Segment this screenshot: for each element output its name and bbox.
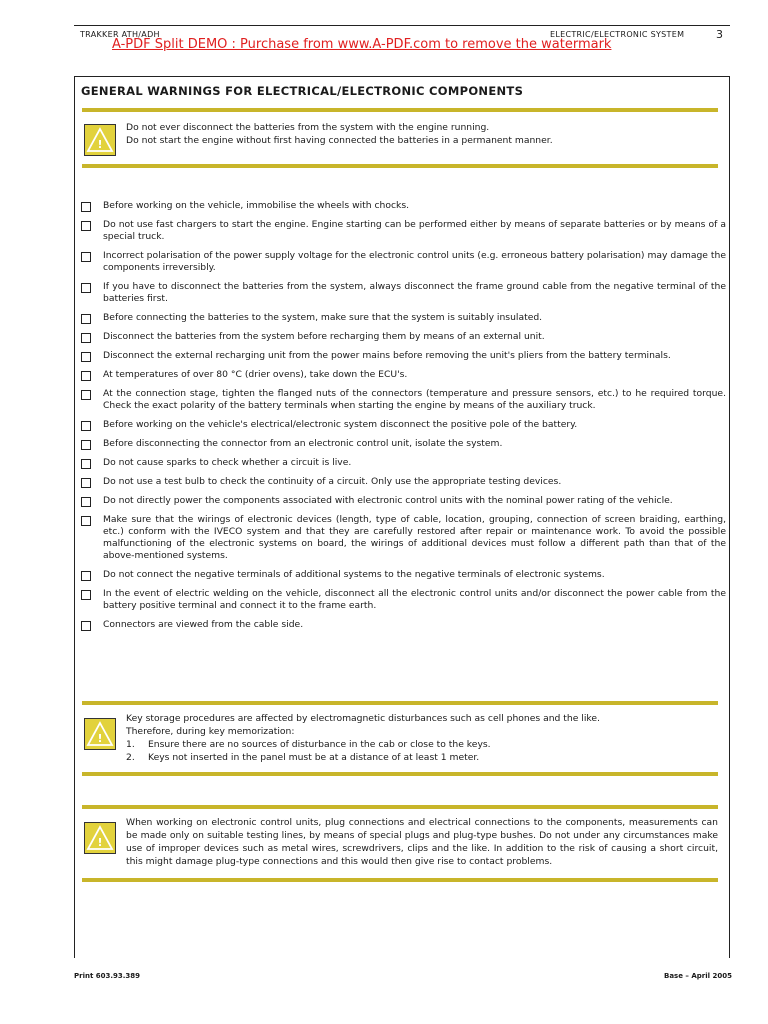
warning-icon [84,822,116,854]
checkbox-icon [81,333,91,343]
frame-top-rule [74,76,730,77]
warning3-top-bar [82,805,718,809]
checklist-item: Make sure that the wirings of electronic devices (length, type of cable, location, grouping, connection of screen braiding, earthing, etc.) conform with the IVECO system and that they are carefully restored after repair or maintenance work. To avoid the possible malfunctioning of the electronic systems on board, the wirings of additional devices must follow a different path than that of the above-mentioned systems. [80,514,726,562]
checklist-item: Disconnect the batteries from the system before recharging them by means of an external unit. [80,331,726,343]
warning1-top-bar [82,108,718,112]
precautions-checklist [80,200,726,638]
warning2-bottom-bar [82,772,718,776]
checklist-item: Incorrect polarisation of the power supply voltage for the electronic control units (e.g. erroneous battery polarisation) may damage the components irreversibly. [80,250,726,274]
checkbox-icon [81,283,91,293]
checklist-item: Do not cause sparks to check whether a circuit is live. [80,457,726,469]
checklist-item: Before working on the vehicle, immobilise the wheels with chocks. [80,200,726,212]
warning2-lead: Therefore, during key memorization: [126,726,295,737]
svg-text:!: ! [97,732,103,745]
checklist-item: Before working on the vehicle's electrical/electronic system disconnect the positive pole of the battery. [80,419,726,431]
header-model: TRAKKER ATH/ADH [80,30,160,39]
warning-triangle-icon [86,720,114,748]
checklist-item: Do not directly power the components associated with electronic control units with the nominal power rating of the vehicle. [80,495,726,507]
warning2-steps [126,738,718,764]
checkbox-icon [81,252,91,262]
checkbox-icon [81,590,91,600]
warning-icon [84,718,116,750]
footer-edition: Base – April 2005 [664,972,732,980]
warning2-step: 2. Keys not inserted in the panel must be at a distance of at least 1 meter. [126,752,480,763]
checkbox-icon [81,440,91,450]
checklist-item: If you have to disconnect the batteries from the system, always disconnect the frame ground cable from the negative terminal of the batteries first. [80,281,726,305]
warning1-line: Do not start the engine without first having connected the batteries in a permanent manner. [126,135,553,146]
checkbox-icon [81,202,91,212]
warning-triangle-icon [86,824,114,852]
warning-icon [84,124,116,156]
warning2-text [126,712,718,764]
warning3-bottom-bar [82,878,718,882]
warning2-step: 1. Ensure there are no sources of disturbance in the cab or close to the keys. [126,739,491,750]
frame-right-rule [729,76,730,958]
watermark-link[interactable]: A-PDF Split DEMO : Purchase from www.A-PDF.com to remove the watermark [112,37,612,52]
checklist-item: At the connection stage, tighten the flanged nuts of the connectors (temperature and pressure sensors, etc.) to he required torque. Check the exact polarity of the battery terminals when starting the engine by means of the auxiliary truck. [80,388,726,412]
warning1-line: Do not ever disconnect the batteries from the system with the engine running. [126,122,490,133]
checkbox-icon [81,516,91,526]
checklist-item: Do not connect the negative terminals of additional systems to the negative terminals of electronic systems. [80,569,726,581]
checklist-item: Connectors are viewed from the cable side. [80,619,726,631]
warning-triangle-icon [86,126,114,154]
warning2-intro: Key storage procedures are affected by electromagnetic disturbances such as cell phones and the like. [126,713,600,724]
checklist-item: Do not use fast chargers to start the engine. Engine starting can be performed either by means of separate batteries or by means of a special truck. [80,219,726,243]
checkbox-icon [81,221,91,231]
page-number: 3 [716,28,723,41]
footer-print-code: Print 603.93.389 [74,972,141,980]
header-rule [74,25,730,26]
checkbox-icon [81,371,91,381]
checkbox-icon [81,390,91,400]
header-section: ELECTRIC/ELECTRONIC SYSTEM [550,30,685,39]
checkbox-icon [81,314,91,324]
checkbox-icon [81,421,91,431]
checklist-item: Disconnect the external recharging unit from the power mains before removing the unit's pliers from the battery terminals. [80,350,726,362]
checkbox-icon [81,352,91,362]
checkbox-icon [81,478,91,488]
frame-left-rule [74,76,75,958]
checklist-item: At temperatures of over 80 °C (drier ovens), take down the ECU's. [80,369,726,381]
section-title: GENERAL WARNINGS FOR ELECTRICAL/ELECTRONIC COMPONENTS [81,84,524,98]
warning1-text [126,121,718,147]
warning3-text: When working on electronic control units, plug connections and electrical connections to the components, measurements can be made only on suitable testing lines, by means of special plugs and plug-type bushes. Do not under any circumstances make use of improper devices such as metal wires, screwdrivers, clips and the like. In addition to the risk of causing a short circuit, this might damage plug-type connections and this would then give rise to contact problems. [126,817,718,867]
checkbox-icon [81,459,91,469]
svg-text:!: ! [97,138,103,151]
svg-text:!: ! [97,836,103,849]
checklist-item: In the event of electric welding on the vehicle, disconnect all the electronic control units and/or disconnect the power cable from the battery positive terminal and connect it to the frame earth. [80,588,726,612]
checkbox-icon [81,571,91,581]
checklist-item: Before connecting the batteries to the system, make sure that the system is suitably insulated. [80,312,726,324]
checkbox-icon [81,497,91,507]
checkbox-icon [81,621,91,631]
checklist-item: Do not use a test bulb to check the continuity of a circuit. Only use the appropriate testing devices. [80,476,726,488]
warning1-bottom-bar [82,164,718,168]
checklist-item: Before disconnecting the connector from an electronic control unit, isolate the system. [80,438,726,450]
warning2-top-bar [82,701,718,705]
